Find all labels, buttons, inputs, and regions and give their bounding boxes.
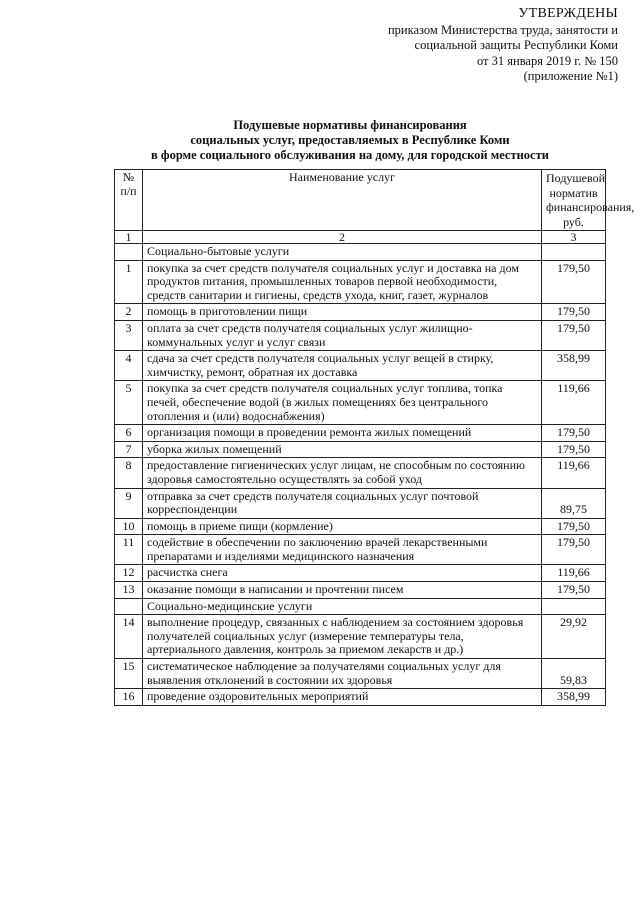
service-name: сдача за счет средств получателя социальных услуг вещей в стирку, химчистку, ремонт, обратная их доставка — [143, 351, 542, 381]
table-row — [115, 441, 606, 458]
service-name: систематическое наблюдение за получателями социальных услуг для выявления отклонений в состоянии их здоровья — [143, 659, 542, 689]
header-name: Наименование услуг — [143, 170, 542, 231]
service-norm-value: 179,50 — [542, 582, 606, 599]
service-norm-value: 358,99 — [542, 689, 606, 706]
title-line-1: Подушевые нормативы финансирования — [233, 118, 467, 132]
table-row — [115, 659, 606, 689]
table-row — [115, 260, 606, 304]
table-row — [115, 582, 606, 599]
table-row — [115, 689, 606, 706]
row-number: 14 — [115, 615, 143, 659]
approval-heading: УТВЕРЖДЕНЫ — [518, 6, 618, 21]
section-empty-cell — [542, 598, 606, 615]
service-name: расчистка снега — [143, 565, 542, 582]
column-index-row — [115, 231, 606, 244]
row-number: 4 — [115, 351, 143, 381]
service-norm-value: 119,66 — [542, 458, 606, 488]
service-norm-value: 358,99 — [542, 351, 606, 381]
service-name: помощь в приготовлении пищи — [143, 304, 542, 321]
table-row — [115, 565, 606, 582]
service-norm-value: 119,66 — [542, 381, 606, 425]
table-row — [115, 381, 606, 425]
service-name: предоставление гигиенических услуг лицам, не способным по состоянию здоровья самостоятельно осуществлять за собой уход — [143, 458, 542, 488]
row-number: 2 — [115, 304, 143, 321]
title-line-3: в форме социального обслуживания на дому, для городской местности — [151, 148, 549, 162]
row-number: 1 — [115, 260, 143, 304]
column-index-1: 1 — [115, 231, 143, 244]
table-row — [115, 488, 606, 518]
service-name: выполнение процедур, связанных с наблюдением за состоянием здоровья получателей социальных услуг (измерение температуры тела, артериального давления, контроль за приемом лекарств и др.) — [143, 615, 542, 659]
table-header-row — [115, 170, 606, 231]
service-norm-value: 179,50 — [542, 304, 606, 321]
row-number: 15 — [115, 659, 143, 689]
section-row — [115, 244, 606, 261]
service-name: проведение оздоровительных мероприятий — [143, 689, 542, 706]
service-name: оказание помощи в написании и прочтении писем — [143, 582, 542, 599]
section-title: Социально-бытовые услуги — [143, 244, 542, 261]
row-number: 13 — [115, 582, 143, 599]
service-norm-value: 179,50 — [542, 425, 606, 442]
service-name: покупка за счет средств получателя социальных услуг топлива, топка печей, обеспечение водой (в жилых помещениях без центрального отопления и (или) водоснабжения) — [143, 381, 542, 425]
norms-table — [114, 169, 635, 706]
approval-block — [388, 6, 618, 85]
service-norm-value: 179,50 — [542, 320, 606, 350]
service-norm-value: 29,92 — [542, 615, 606, 659]
service-norm-value: 119,66 — [542, 565, 606, 582]
service-name: помощь в приеме пищи (кормление) — [143, 518, 542, 535]
service-name: покупка за счет средств получателя социальных услуг и доставка на дом продуктов питания, промышленных товаров первой необходимости, средств санитарии и гигиены, средств ухода, книг, газет, журналов — [143, 260, 542, 304]
row-number: 16 — [115, 689, 143, 706]
section-row — [115, 598, 606, 615]
header-norm: Подушевой норматив финансирования, руб. — [542, 170, 606, 231]
approval-line-4: (приложение №1) — [523, 69, 618, 83]
row-number: 12 — [115, 565, 143, 582]
service-norm-value: 179,50 — [542, 518, 606, 535]
column-index-2: 2 — [143, 231, 542, 244]
row-number: 11 — [115, 535, 143, 565]
row-number: 9 — [115, 488, 143, 518]
section-empty-cell — [542, 244, 606, 261]
service-name: уборка жилых помещений — [143, 441, 542, 458]
header-num: № п/п — [115, 170, 143, 231]
approval-line-2: социальной защиты Республики Коми — [414, 38, 618, 52]
table-row — [115, 351, 606, 381]
approval-line-1: приказом Министерства труда, занятости и — [387, 22, 618, 37]
table-row — [115, 535, 606, 565]
table-row — [115, 320, 606, 350]
section-title: Социально-медицинские услуги — [143, 598, 542, 615]
service-name: организация помощи в проведении ремонта жилых помещений — [143, 425, 542, 442]
section-empty-cell — [115, 598, 143, 615]
service-norm-value: 89,75 — [542, 488, 606, 518]
service-norm-value: 179,50 — [542, 260, 606, 304]
service-norm-value: 179,50 — [542, 535, 606, 565]
row-number: 8 — [115, 458, 143, 488]
row-number: 6 — [115, 425, 143, 442]
service-name: оплата за счет средств получателя социальных услуг жилищно-коммунальных услуг и услуг связи — [143, 320, 542, 350]
row-number: 7 — [115, 441, 143, 458]
service-norm-value: 179,50 — [542, 441, 606, 458]
section-empty-cell — [115, 244, 143, 261]
title-line-2: социальных услуг, предоставляемых в Республике Коми — [190, 133, 510, 147]
table-row — [115, 615, 606, 659]
service-name: содействие в обеспечении по заключению врачей лекарственными препаратами и изделиями медицинского назначения — [143, 535, 542, 565]
approval-line-3: от 31 января 2019 г. № 150 — [476, 53, 618, 68]
column-index-3: 3 — [542, 231, 606, 244]
row-number: 5 — [115, 381, 143, 425]
row-number: 10 — [115, 518, 143, 535]
table-row — [115, 518, 606, 535]
service-name: отправка за счет средств получателя социальных услуг почтовой корреспонденции — [143, 488, 542, 518]
table-row — [115, 304, 606, 321]
service-norm-value: 59,83 — [542, 659, 606, 689]
row-number: 3 — [115, 320, 143, 350]
document-title — [100, 118, 600, 163]
table-row — [115, 458, 606, 488]
table-row — [115, 425, 606, 442]
